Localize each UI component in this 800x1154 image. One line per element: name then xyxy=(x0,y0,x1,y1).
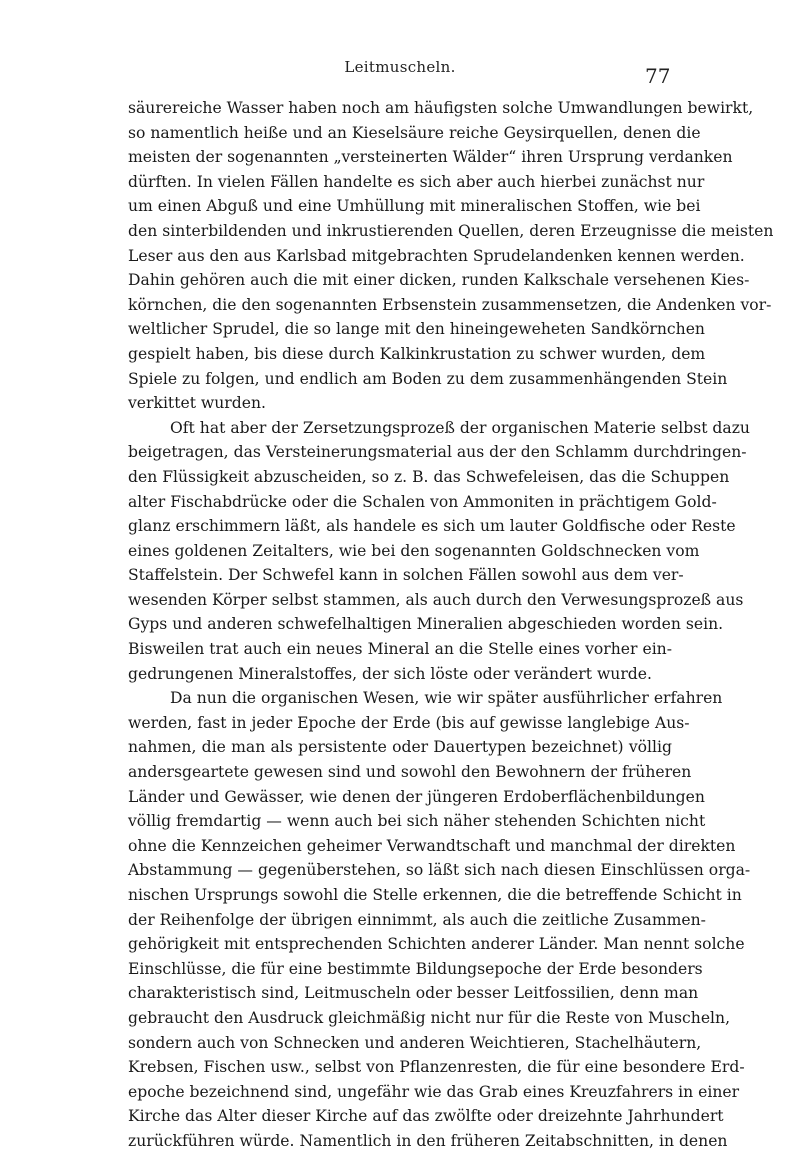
text-line: charakteristisch sind, Leitmuscheln oder besser Leitfossilien, denn man xyxy=(128,984,699,1003)
text-line: glanz erschimmern läßt, als handele es sich um lauter Goldfische oder Reste xyxy=(128,517,736,536)
text-line: Einschlüsse, die für eine bestimmte Bildungsepoche der Erde besonders xyxy=(128,959,703,978)
text-line: gedrungenen Mineralstoffes, der sich löste oder verändert wurde. xyxy=(128,664,652,683)
text-line: meisten der sogenannten „versteinerten Wälder“ ihren Ursprung verdanken xyxy=(128,148,733,167)
text-line: eines goldenen Zeitalters, wie bei den sogenannten Goldschnecken vom xyxy=(128,541,700,560)
body-text xyxy=(128,96,774,1154)
text-line: Leser aus den aus Karlsbad mitgebrachten Sprudelandenken kennen werden. xyxy=(128,246,745,265)
text-line: nahmen, die man als persistente oder Dauertypen bezeichnet) völlig xyxy=(128,738,672,757)
text-line: dürften. In vielen Fällen handelte es sich aber auch hierbei zunächst nur xyxy=(128,172,705,191)
text-line: Länder und Gewässer, wie denen der jüngeren Erdoberflächenbildungen xyxy=(128,787,705,806)
text-line: gehörigkeit mit entsprechenden Schichten anderer Länder. Man nennt solche xyxy=(128,935,745,954)
text-line: zurückführen würde. Namentlich in den früheren Zeitabschnitten, in denen xyxy=(128,1131,728,1150)
text-line: Bisweilen trat auch ein neues Mineral an die Stelle eines vorher ein- xyxy=(128,640,672,659)
text-line: gespielt haben, bis diese durch Kalkinkrustation zu schwer wurden, dem xyxy=(128,344,706,363)
text-line: Oft hat aber der Zersetzungsprozeß der organischen Materie selbst dazu xyxy=(170,418,750,437)
text-line: sondern auch von Schnecken und anderen Weichtieren, Stachelhäutern, xyxy=(128,1033,702,1052)
text-line: verkittet wurden. xyxy=(128,394,266,413)
text-line: körnchen, die den sogenannten Erbsenstein zusammensetzen, die Andenken vor- xyxy=(128,295,772,314)
text-line: den sinterbildenden und inkrustierenden Quellen, deren Erzeugnisse die meisten xyxy=(128,221,774,240)
running-title: Leitmuscheln. xyxy=(344,58,456,76)
text-line: beigetragen, das Versteinerungsmaterial aus der den Schlamm durchdringen- xyxy=(128,443,747,462)
text-line: Kirche das Alter dieser Kirche auf das zwölfte oder dreizehnte Jahrhundert xyxy=(128,1107,724,1126)
text-line: alter Fischabdrücke oder die Schalen von Ammoniten in prächtigem Gold- xyxy=(128,492,717,511)
text-line: Dahin gehören auch die mit einer dicken, runden Kalkschale versehenen Kies- xyxy=(128,271,750,290)
text-line: ohne die Kennzeichen geheimer Verwandtschaft und manchmal der direkten xyxy=(128,836,736,855)
text-line: Staffelstein. Der Schwefel kann in solchen Fällen sowohl aus dem ver- xyxy=(128,566,684,585)
text-line: Da nun die organischen Wesen, wie wir später ausführlicher erfahren xyxy=(170,689,723,708)
text-line: epoche bezeichnend sind, ungefähr wie das Grab eines Kreuzfahrers in einer xyxy=(128,1082,740,1101)
text-line: völlig fremdartig — wenn auch bei sich näher stehenden Schichten nicht xyxy=(128,812,706,831)
text-line: Abstammung — gegenüberstehen, so läßt sich nach diesen Einschlüssen orga- xyxy=(128,861,751,880)
text-line: andersgeartete gewesen sind und sowohl den Bewohnern der früheren xyxy=(128,763,692,782)
text-line: gebraucht den Ausdruck gleichmäßig nicht nur für die Reste von Muscheln, xyxy=(128,1008,731,1027)
text-line: Spiele zu folgen, und endlich am Boden zu dem zusammenhängenden Stein xyxy=(128,369,728,388)
text-line: werden, fast in jeder Epoche der Erde (bis auf gewisse langlebige Aus- xyxy=(128,713,690,732)
text-line: säurereiche Wasser haben noch am häufigsten solche Umwandlungen bewirkt, xyxy=(128,99,754,117)
text-line: nischen Ursprungs sowohl die Stelle erkennen, die die betreffende Schicht in xyxy=(128,886,742,904)
text-line: um einen Abguß und eine Umhüllung mit mineralischen Stoffen, wie bei xyxy=(128,197,701,216)
text-line: Gyps und anderen schwefelhaltigen Mineralien abgeschieden worden sein. xyxy=(128,615,724,634)
text-line: so namentlich heiße und an Kieselsäure reiche Geysirquellen, denen die xyxy=(128,123,701,142)
text-line: Krebsen, Fischen usw., selbst von Pflanzenresten, die für eine besondere Erd- xyxy=(128,1058,745,1077)
page-number: 77 xyxy=(645,64,671,88)
text-line: weltlicher Sprudel, die so lange mit den hineingeweheten Sandkörnchen xyxy=(128,320,705,339)
text-line: wesenden Körper selbst stammen, als auch durch den Verwesungsprozeß aus xyxy=(128,590,744,609)
text-line: den Flüssigkeit abzuscheiden, so z. B. das Schwefeleisen, das die Schuppen xyxy=(128,467,730,486)
text-line: der Reihenfolge der übrigen einnimmt, als auch die zeitliche Zusammen- xyxy=(128,910,706,929)
